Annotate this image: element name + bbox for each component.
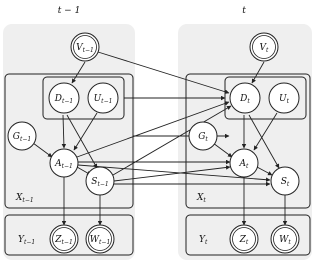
node-W-right [271, 225, 299, 253]
node-Z-right [230, 225, 258, 253]
svg-text:Ut−1: $U_{t-1}$ [93, 94, 113, 105]
node-G-right [189, 122, 217, 150]
observation-plate-label-right: $Y_t$ [199, 235, 208, 246]
svg-text:At−1: $A_{t-1}$ [55, 159, 73, 170]
node-G-left [8, 122, 36, 150]
svg-text:At: $A_t$ [239, 159, 249, 170]
svg-text:St−1: $S_{t-1}$ [91, 177, 109, 188]
column-label-right: t [242, 6, 246, 16]
svg-text:Ut: $U_t$ [278, 94, 290, 105]
svg-text:Gt−1: $G_{t-1}$ [12, 132, 32, 143]
node-U-right [269, 83, 299, 113]
node-A-left [50, 149, 78, 177]
node-V-left [71, 33, 99, 61]
state-plate-label-left: $X_{t-1}$ [16, 193, 34, 204]
node-V-right [250, 33, 278, 61]
svg-text:Wt−1: $W_{t-1}$ [89, 235, 111, 246]
svg-text:Vt−1: $V_{t-1}$ [76, 43, 94, 54]
node-W-left [86, 225, 114, 253]
node-U-left [88, 83, 118, 113]
node-S-right [271, 167, 299, 195]
svg-text:Vt: $V_t$ [259, 43, 269, 54]
node-D-left [49, 83, 79, 113]
svg-text:Zt−1: $Z_{t-1}$ [55, 235, 73, 246]
column-label-left: t − 1 [57, 6, 81, 16]
node-Z-left [50, 225, 78, 253]
node-A-right [230, 149, 258, 177]
svg-text:St: $S_t$ [280, 177, 290, 188]
node-D-right [230, 83, 260, 113]
svg-text:Gt: $G_t$ [198, 132, 208, 143]
state-plate-label-right: $X_t$ [197, 193, 206, 204]
node-S-left [86, 167, 114, 195]
observation-plate-label-left: $Y_{t-1}$ [18, 235, 36, 246]
svg-text:Dt−1: $D_{t-1}$ [54, 94, 74, 105]
svg-text:Zt: $Z_t$ [239, 235, 249, 246]
svg-text:Dt: $D_t$ [240, 94, 250, 105]
svg-text:Wt: $W_t$ [279, 235, 291, 246]
